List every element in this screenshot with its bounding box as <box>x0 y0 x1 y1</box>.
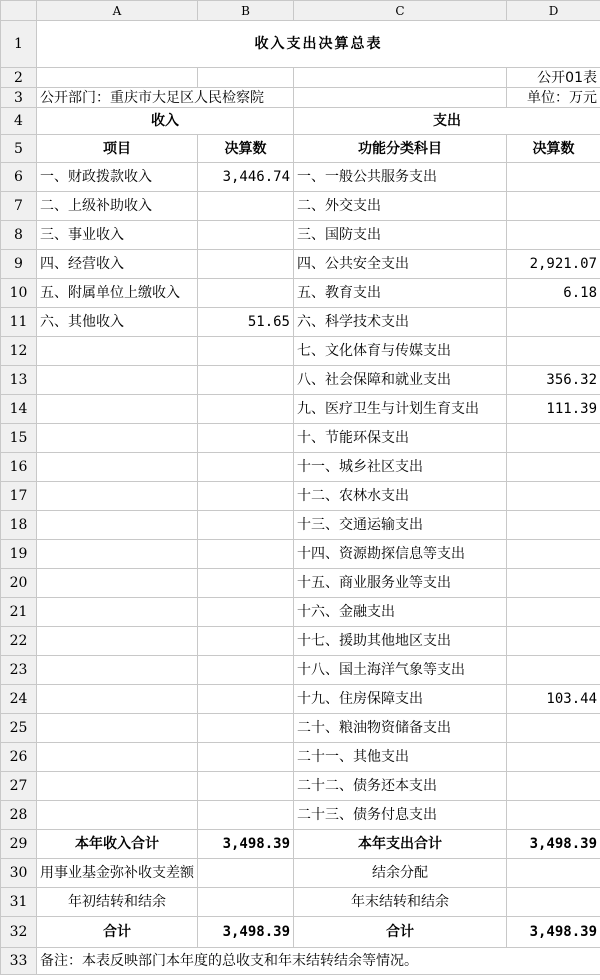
grand-total-expense-label[interactable]: 合计 <box>294 917 507 948</box>
expense-item-cell[interactable]: 十三、交通运输支出 <box>294 511 507 540</box>
income-amount-cell[interactable] <box>198 801 294 830</box>
carryover-row <box>1 888 600 917</box>
row-header[interactable]: 20 <box>1 569 37 598</box>
cell[interactable] <box>37 68 198 88</box>
expense-amount-cell[interactable] <box>507 598 600 627</box>
row-header[interactable]: 25 <box>1 714 37 743</box>
grand-total-income-amount[interactable]: 3,498.39 <box>198 917 294 948</box>
row-header[interactable]: 12 <box>1 337 37 366</box>
expense-amount-cell[interactable]: 2,921.07 <box>507 250 600 279</box>
department-row <box>1 88 600 108</box>
row-header[interactable]: 27 <box>1 772 37 801</box>
expense-amount-header[interactable]: 决算数 <box>507 135 600 163</box>
cell[interactable] <box>198 68 294 88</box>
expense-item-cell[interactable]: 三、国防支出 <box>294 221 507 250</box>
expense-amount-cell[interactable] <box>507 569 600 598</box>
row-header[interactable]: 17 <box>1 482 37 511</box>
expense-item-cell[interactable]: 一、一般公共服务支出 <box>294 163 507 192</box>
surplus-distribution-label[interactable]: 结余分配 <box>294 859 507 888</box>
expense-amount-cell[interactable] <box>507 221 600 250</box>
table-row <box>1 743 600 772</box>
income-total-label[interactable]: 本年收入合计 <box>37 830 198 859</box>
column-header-c[interactable]: C <box>294 1 507 21</box>
row-header[interactable]: 3 <box>1 88 37 108</box>
row-header[interactable]: 2 <box>1 68 37 88</box>
income-item-cell[interactable] <box>37 569 198 598</box>
income-item-cell[interactable] <box>37 540 198 569</box>
note-text[interactable]: 备注：本表反映部门本年度的总收支和年末结转结余等情况。 <box>37 948 600 975</box>
row-header[interactable]: 6 <box>1 163 37 192</box>
income-amount-cell[interactable] <box>198 685 294 714</box>
income-amount-cell[interactable] <box>198 482 294 511</box>
income-item-cell[interactable]: 五、附属单位上缴收入 <box>37 279 198 308</box>
closing-balance-label[interactable]: 年末结转和结余 <box>294 888 507 917</box>
income-amount-cell[interactable] <box>198 250 294 279</box>
expense-item-cell[interactable]: 十、节能环保支出 <box>294 424 507 453</box>
income-item-cell[interactable] <box>37 598 198 627</box>
row-header[interactable]: 14 <box>1 395 37 424</box>
expense-item-cell[interactable]: 二十二、债务还本支出 <box>294 772 507 801</box>
expense-amount-cell[interactable]: 356.32 <box>507 366 600 395</box>
expense-amount-cell[interactable] <box>507 337 600 366</box>
table-row <box>1 192 600 221</box>
expense-amount-cell[interactable] <box>507 453 600 482</box>
fund-offset-label[interactable]: 用事业基金弥补收支差额 <box>37 859 198 888</box>
opening-balance-label[interactable]: 年初结转和结余 <box>37 888 198 917</box>
row-header[interactable]: 16 <box>1 453 37 482</box>
expense-item-cell[interactable]: 二十一、其他支出 <box>294 743 507 772</box>
income-amount-header[interactable]: 决算数 <box>198 135 294 163</box>
income-item-cell[interactable] <box>37 511 198 540</box>
expense-amount-cell[interactable] <box>507 482 600 511</box>
row-header[interactable]: 5 <box>1 135 37 163</box>
cell[interactable] <box>294 68 507 88</box>
column-header-a[interactable]: A <box>37 1 198 21</box>
unit-label[interactable]: 单位：万元 <box>507 88 600 108</box>
section-header-row <box>1 108 600 135</box>
closing-balance-amount[interactable] <box>507 888 600 917</box>
income-amount-cell[interactable] <box>198 453 294 482</box>
income-amount-cell[interactable] <box>198 395 294 424</box>
row-header[interactable]: 26 <box>1 743 37 772</box>
row-header[interactable]: 4 <box>1 108 37 135</box>
expense-item-cell[interactable]: 十六、金融支出 <box>294 598 507 627</box>
column-header-row <box>1 1 600 21</box>
table-row <box>1 250 600 279</box>
income-item-cell[interactable] <box>37 772 198 801</box>
table-row <box>1 540 600 569</box>
expense-item-cell[interactable]: 二、外交支出 <box>294 192 507 221</box>
row-header[interactable]: 23 <box>1 656 37 685</box>
table-row <box>1 482 600 511</box>
expense-amount-cell[interactable] <box>507 656 600 685</box>
income-item-cell[interactable] <box>37 685 198 714</box>
expense-item-cell[interactable]: 七、文化体育与传媒支出 <box>294 337 507 366</box>
row-header[interactable]: 30 <box>1 859 37 888</box>
income-amount-cell[interactable] <box>198 743 294 772</box>
row-header[interactable]: 24 <box>1 685 37 714</box>
table-row <box>1 511 600 540</box>
income-amount-cell[interactable] <box>198 772 294 801</box>
table-row <box>1 279 600 308</box>
income-item-cell[interactable] <box>37 366 198 395</box>
expense-item-cell[interactable]: 八、社会保障和就业支出 <box>294 366 507 395</box>
income-amount-cell[interactable] <box>198 511 294 540</box>
row-header[interactable]: 31 <box>1 888 37 917</box>
column-header-b[interactable]: B <box>198 1 294 21</box>
expense-amount-cell[interactable]: 103.44 <box>507 685 600 714</box>
form-code[interactable]: 公开01表 <box>507 68 600 88</box>
income-amount-cell[interactable] <box>198 279 294 308</box>
table-title[interactable]: 收入支出决算总表 <box>37 21 600 68</box>
expense-amount-cell[interactable] <box>507 772 600 801</box>
function-header[interactable]: 功能分类科目 <box>294 135 507 163</box>
expense-amount-cell[interactable] <box>507 627 600 656</box>
income-amount-cell[interactable] <box>198 424 294 453</box>
fund-row <box>1 859 600 888</box>
row-header[interactable]: 19 <box>1 540 37 569</box>
income-item-cell[interactable] <box>37 482 198 511</box>
row-header[interactable]: 11 <box>1 308 37 337</box>
expense-item-cell[interactable]: 五、教育支出 <box>294 279 507 308</box>
column-title-row <box>1 135 600 163</box>
expense-item-cell[interactable]: 十一、城乡社区支出 <box>294 453 507 482</box>
income-item-cell[interactable] <box>37 424 198 453</box>
expense-amount-cell[interactable] <box>507 743 600 772</box>
row-header[interactable]: 29 <box>1 830 37 859</box>
table-row <box>1 772 600 801</box>
income-section-header[interactable]: 收入 <box>37 108 294 135</box>
income-item-cell[interactable]: 二、上级补助收入 <box>37 192 198 221</box>
income-item-cell[interactable] <box>37 395 198 424</box>
table-row <box>1 366 600 395</box>
income-item-cell[interactable]: 一、财政拨款收入 <box>37 163 198 192</box>
expense-amount-cell[interactable] <box>507 192 600 221</box>
surplus-distribution-amount[interactable] <box>507 859 600 888</box>
grand-total-expense-amount[interactable]: 3,498.39 <box>507 917 600 948</box>
income-amount-cell[interactable] <box>198 627 294 656</box>
income-amount-cell[interactable] <box>198 192 294 221</box>
income-amount-cell[interactable] <box>198 221 294 250</box>
note-row <box>1 948 600 975</box>
expense-amount-cell[interactable] <box>507 511 600 540</box>
income-expense-total-row <box>1 830 600 859</box>
income-amount-cell[interactable] <box>198 656 294 685</box>
income-amount-cell[interactable] <box>198 569 294 598</box>
row-header[interactable]: 18 <box>1 511 37 540</box>
expense-amount-cell[interactable] <box>507 163 600 192</box>
row-header[interactable]: 10 <box>1 279 37 308</box>
expense-amount-cell[interactable] <box>507 540 600 569</box>
table-row <box>1 569 600 598</box>
expense-item-cell[interactable]: 四、公共安全支出 <box>294 250 507 279</box>
table-row <box>1 163 600 192</box>
income-item-cell[interactable] <box>37 337 198 366</box>
income-item-cell[interactable] <box>37 801 198 830</box>
expense-item-cell[interactable]: 十二、农林水支出 <box>294 482 507 511</box>
table-row <box>1 627 600 656</box>
table-row <box>1 801 600 830</box>
opening-balance-amount[interactable] <box>198 888 294 917</box>
row-header[interactable]: 15 <box>1 424 37 453</box>
income-amount-cell[interactable] <box>198 337 294 366</box>
income-item-cell[interactable] <box>37 627 198 656</box>
expense-amount-cell[interactable]: 111.39 <box>507 395 600 424</box>
expense-item-cell[interactable]: 九、医疗卫生与计划生育支出 <box>294 395 507 424</box>
expense-item-cell[interactable]: 十七、援助其他地区支出 <box>294 627 507 656</box>
expense-item-cell[interactable]: 十四、资源勘探信息等支出 <box>294 540 507 569</box>
form-code-row <box>1 68 600 88</box>
table-row <box>1 337 600 366</box>
table-row <box>1 685 600 714</box>
expense-item-cell[interactable]: 二十三、债务付息支出 <box>294 801 507 830</box>
expense-item-cell[interactable]: 十五、商业服务业等支出 <box>294 569 507 598</box>
column-header-d[interactable]: D <box>507 1 600 21</box>
income-amount-cell[interactable] <box>198 540 294 569</box>
table-row <box>1 453 600 482</box>
income-amount-cell[interactable]: 51.65 <box>198 308 294 337</box>
expense-item-cell[interactable]: 十八、国土海洋气象等支出 <box>294 656 507 685</box>
expense-amount-cell[interactable] <box>507 714 600 743</box>
income-amount-cell[interactable] <box>198 598 294 627</box>
expense-amount-cell[interactable]: 6.18 <box>507 279 600 308</box>
expense-total-amount[interactable]: 3,498.39 <box>507 830 600 859</box>
expense-item-cell[interactable]: 十九、住房保障支出 <box>294 685 507 714</box>
expense-section-header[interactable]: 支出 <box>294 108 600 135</box>
row-header[interactable]: 33 <box>1 948 37 975</box>
row-header[interactable]: 9 <box>1 250 37 279</box>
department-label[interactable]: 公开部门：重庆市大足区人民检察院 <box>37 88 294 108</box>
income-item-cell[interactable]: 六、其他收入 <box>37 308 198 337</box>
row-header[interactable]: 22 <box>1 627 37 656</box>
select-all-corner[interactable] <box>1 1 37 21</box>
income-amount-cell[interactable] <box>198 714 294 743</box>
row-header[interactable]: 32 <box>1 917 37 948</box>
grand-total-row <box>1 917 600 948</box>
table-row <box>1 308 600 337</box>
expense-item-cell[interactable]: 六、科学技术支出 <box>294 308 507 337</box>
grand-total-income-label[interactable]: 合计 <box>37 917 198 948</box>
row-header[interactable]: 21 <box>1 598 37 627</box>
row-header[interactable]: 1 <box>1 21 37 68</box>
income-total-amount[interactable]: 3,498.39 <box>198 830 294 859</box>
income-amount-cell[interactable] <box>198 366 294 395</box>
table-row <box>1 656 600 685</box>
expense-amount-cell[interactable] <box>507 308 600 337</box>
row-header[interactable]: 28 <box>1 801 37 830</box>
income-item-cell[interactable] <box>37 656 198 685</box>
expense-amount-cell[interactable] <box>507 801 600 830</box>
income-item-cell[interactable] <box>37 743 198 772</box>
income-item-cell[interactable] <box>37 714 198 743</box>
table-row <box>1 424 600 453</box>
income-item-cell[interactable]: 四、经营收入 <box>37 250 198 279</box>
expense-total-label[interactable]: 本年支出合计 <box>294 830 507 859</box>
item-header[interactable]: 项目 <box>37 135 198 163</box>
table-row <box>1 598 600 627</box>
expense-amount-cell[interactable] <box>507 424 600 453</box>
income-amount-cell[interactable]: 3,446.74 <box>198 163 294 192</box>
income-item-cell[interactable]: 三、事业收入 <box>37 221 198 250</box>
row-header[interactable]: 13 <box>1 366 37 395</box>
cell[interactable] <box>294 88 507 108</box>
fund-offset-amount[interactable] <box>198 859 294 888</box>
row-header[interactable]: 8 <box>1 221 37 250</box>
table-row <box>1 395 600 424</box>
income-item-cell[interactable] <box>37 453 198 482</box>
table-row <box>1 221 600 250</box>
title-row <box>1 21 600 68</box>
row-header[interactable]: 7 <box>1 192 37 221</box>
expense-item-cell[interactable]: 二十、粮油物资储备支出 <box>294 714 507 743</box>
table-row <box>1 714 600 743</box>
